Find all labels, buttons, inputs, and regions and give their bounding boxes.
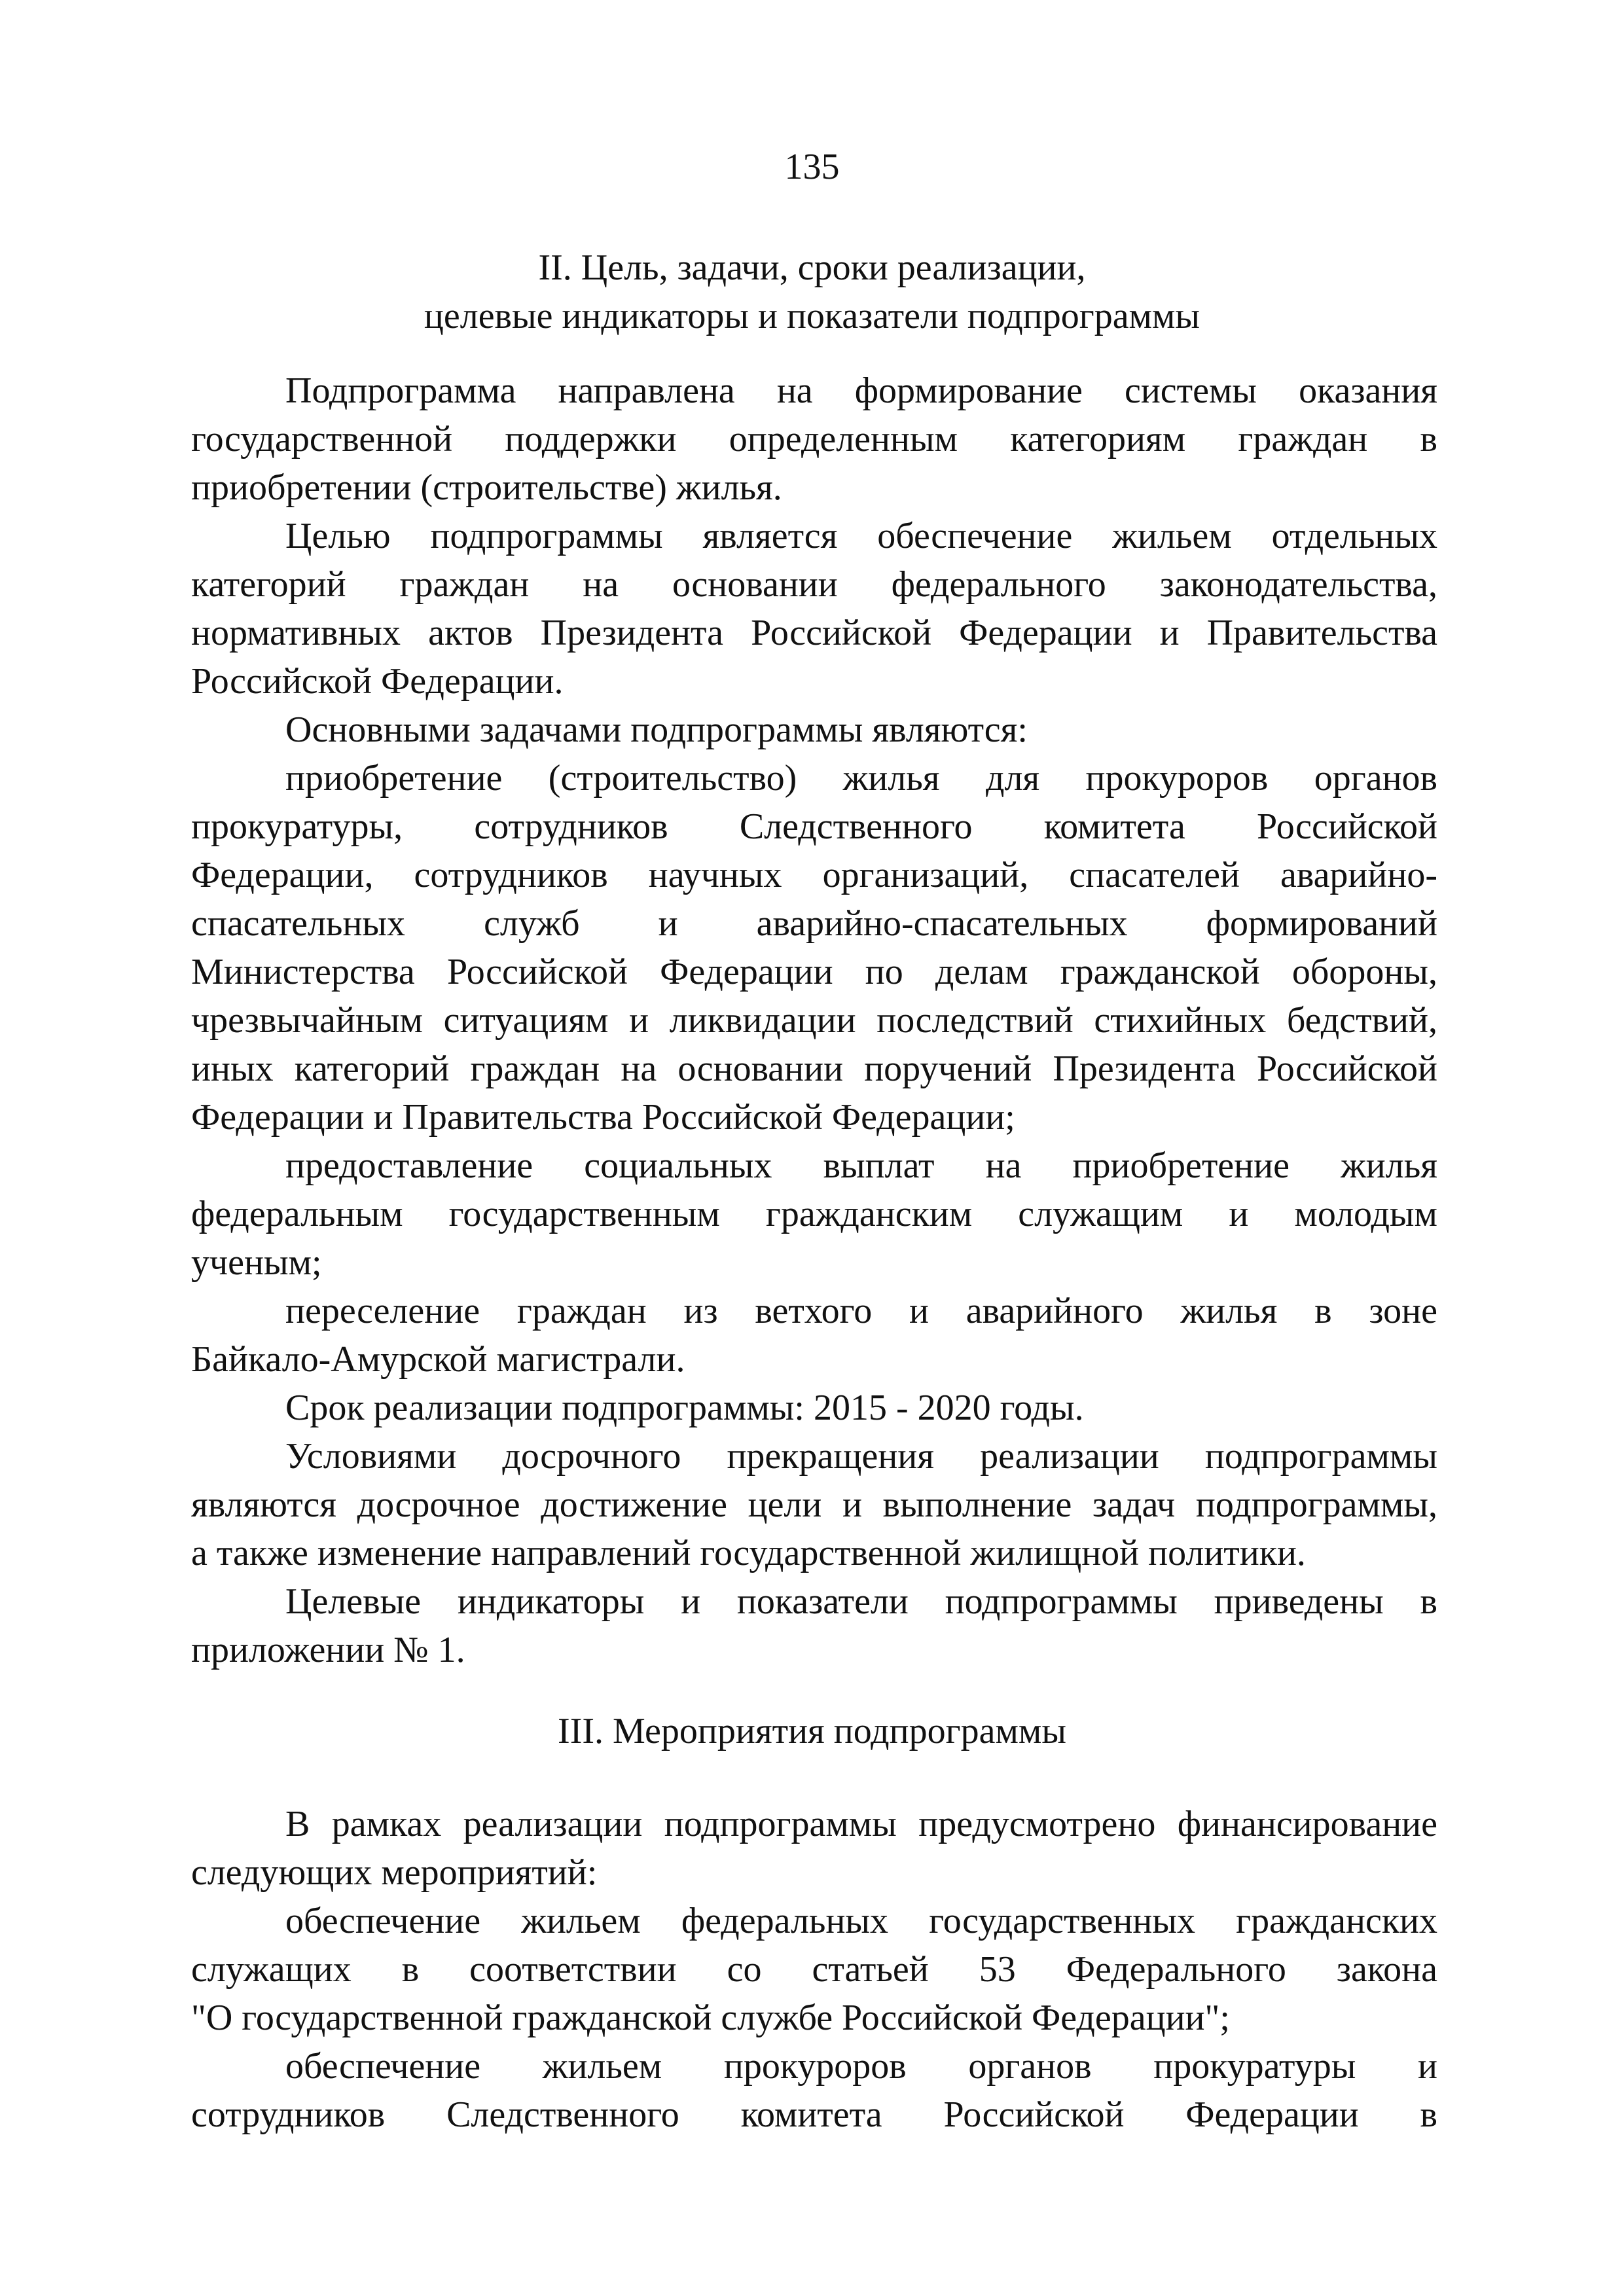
text-line: спасательных служб и аварийно-спасательных формирований xyxy=(191,903,1437,944)
text-line: а также изменение направлений государственной жилищной политики. xyxy=(191,1533,1306,1573)
text-line: чрезвычайным ситуациям и ликвидации последствий стихийных бедствий, xyxy=(191,1000,1437,1041)
text-line: приложении № 1. xyxy=(191,1630,465,1670)
text-line: предоставление социальных выплат на приобретение жилья xyxy=(285,1145,1437,1186)
section-3-body xyxy=(191,1800,1437,2139)
paragraph-task-payments xyxy=(191,1141,1437,1287)
page-number: 135 xyxy=(784,147,840,187)
section-2-heading xyxy=(0,243,1624,340)
text-line: категорий граждан на основании федерального законодательства, xyxy=(191,564,1437,605)
paragraph-indicators xyxy=(191,1577,1437,1674)
section-3-heading: III. Мероприятия подпрограммы xyxy=(558,1711,1066,1751)
text-line: государственной поддержки определенным категориям граждан в xyxy=(191,419,1437,459)
text-line: Федерации, сотрудников научных организаций, спасателей аварийно- xyxy=(191,855,1437,895)
paragraph-purpose xyxy=(191,367,1437,512)
text-line: служащих в соответствии со статьей 53 Федерального закона xyxy=(191,1949,1437,1990)
text-line: Условиями досрочного прекращения реализации подпрограммы xyxy=(285,1436,1437,1477)
text-line: Срок реализации подпрограммы: 2015 - 2020 годы. xyxy=(285,1388,1084,1428)
section-2-heading-line-2: целевые индикаторы и показатели подпрограммы xyxy=(424,296,1200,336)
text-line: ученым; xyxy=(191,1242,322,1283)
text-line: Подпрограмма направлена на формирование системы оказания xyxy=(285,370,1437,411)
paragraph-financing xyxy=(191,1800,1437,1897)
text-line: Российской Федерации. xyxy=(191,661,564,702)
text-line: Байкало-Амурской магистрали. xyxy=(191,1339,685,1380)
paragraph-term xyxy=(191,1384,1437,1432)
paragraph-early-termination xyxy=(191,1432,1437,1577)
section-2-body xyxy=(191,367,1437,1674)
text-line: Целью подпрограммы является обеспечение жильем отдельных xyxy=(285,516,1437,556)
text-line: Федерации и Правительства Российской Федерации; xyxy=(191,1097,1015,1138)
text-line: В рамках реализации подпрограммы предусмотрено финансирование xyxy=(285,1804,1437,1844)
text-line: приобретении (строительстве) жилья. xyxy=(191,467,782,508)
text-line: сотрудников Следственного комитета Российской Федерации в xyxy=(191,2094,1437,2135)
paragraph-task-resettlement xyxy=(191,1287,1437,1384)
text-line: федеральным государственным гражданским служащим и молодым xyxy=(191,1194,1437,1234)
text-line: прокуратуры, сотрудников Следственного комитета Российской xyxy=(191,806,1437,847)
text-line: "О государственной гражданской службе Российской Федерации"; xyxy=(191,1998,1230,2038)
text-line: иных категорий граждан на основании поручений Президента Российской xyxy=(191,1049,1437,1089)
paragraph-tasks-intro xyxy=(191,706,1437,754)
text-line: обеспечение жильем прокуроров органов прокуратуры и xyxy=(285,2046,1437,2087)
text-line: Основными задачами подпрограммы являются: xyxy=(285,709,1028,750)
text-line: переселение граждан из ветхого и аварийного жилья в зоне xyxy=(285,1291,1437,1331)
text-line: являются досрочное достижение цели и выполнение задач подпрограммы, xyxy=(191,1484,1437,1525)
paragraph-measure-prosecutors xyxy=(191,2042,1437,2139)
section-2-heading-line-1: II. Цель, задачи, сроки реализации, xyxy=(538,247,1086,288)
paragraph-goal xyxy=(191,512,1437,706)
text-line: приобретение (строительство) жилья для прокуроров органов xyxy=(285,758,1437,798)
text-line: нормативных актов Президента Российской Федерации и Правительства xyxy=(191,613,1437,653)
text-line: следующих мероприятий: xyxy=(191,1852,598,1893)
text-line: Целевые индикаторы и показатели подпрограммы приведены в xyxy=(285,1581,1437,1622)
paragraph-measure-civil-servants xyxy=(191,1897,1437,2042)
text-line: Министерства Российской Федерации по делам гражданской обороны, xyxy=(191,952,1437,992)
paragraph-task-housing xyxy=(191,754,1437,1141)
text-line: обеспечение жильем федеральных государственных гражданских xyxy=(285,1901,1437,1941)
